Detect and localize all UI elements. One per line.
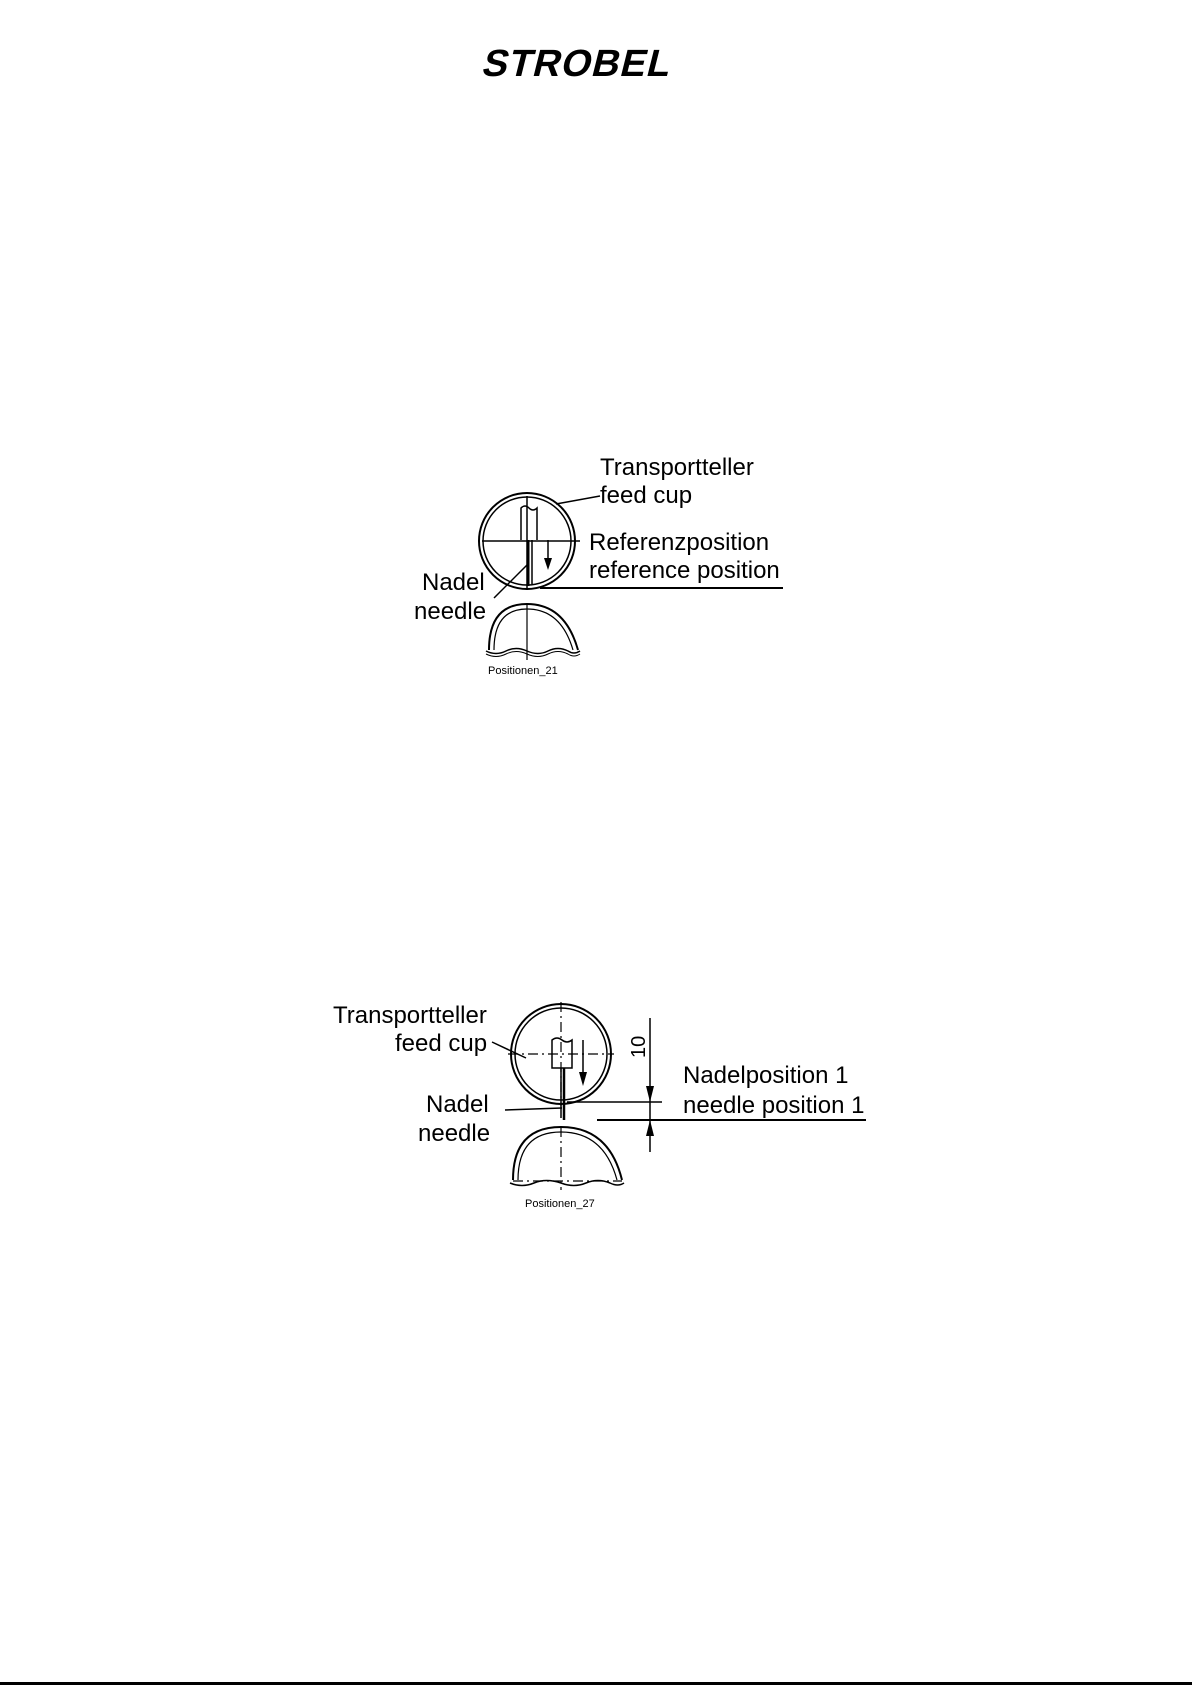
figure-1-caption: Positionen_21 [488, 665, 558, 677]
logo-wordmark: STROBEL [478, 42, 678, 85]
label-feed-cup-en: feed cup [600, 482, 693, 509]
label-feed-cup-de: Transportteller [600, 454, 754, 481]
throat-plate-dome-inner [518, 1132, 617, 1180]
dimension-arrow-up-icon [646, 1120, 654, 1136]
label-needle-position-de: Nadelposition 1 [683, 1062, 849, 1089]
label-needle-en: needle [414, 598, 487, 625]
label-feed-cup-en: feed cup [395, 1030, 488, 1057]
label-feed-cup-de: Transportteller [333, 1002, 487, 1029]
label-reference-de: Referenzposition [589, 529, 770, 556]
label-reference-en: reference position [589, 557, 780, 584]
figure-2-caption: Positionen_27 [525, 1198, 595, 1210]
dimension-value: 10 [628, 1035, 650, 1058]
feed-cup-leader [492, 1042, 526, 1058]
arrowhead-icon [579, 1072, 587, 1086]
label-needle-en: needle [418, 1120, 491, 1147]
label-needle-de: Nadel [426, 1091, 489, 1118]
dimension-arrow-down-icon [646, 1086, 654, 1102]
label-needle-de: Nadel [422, 569, 485, 596]
needle-bar [552, 1038, 572, 1068]
label-needle-position-en: needle position 1 [683, 1092, 865, 1119]
needle-leader [505, 1108, 562, 1110]
